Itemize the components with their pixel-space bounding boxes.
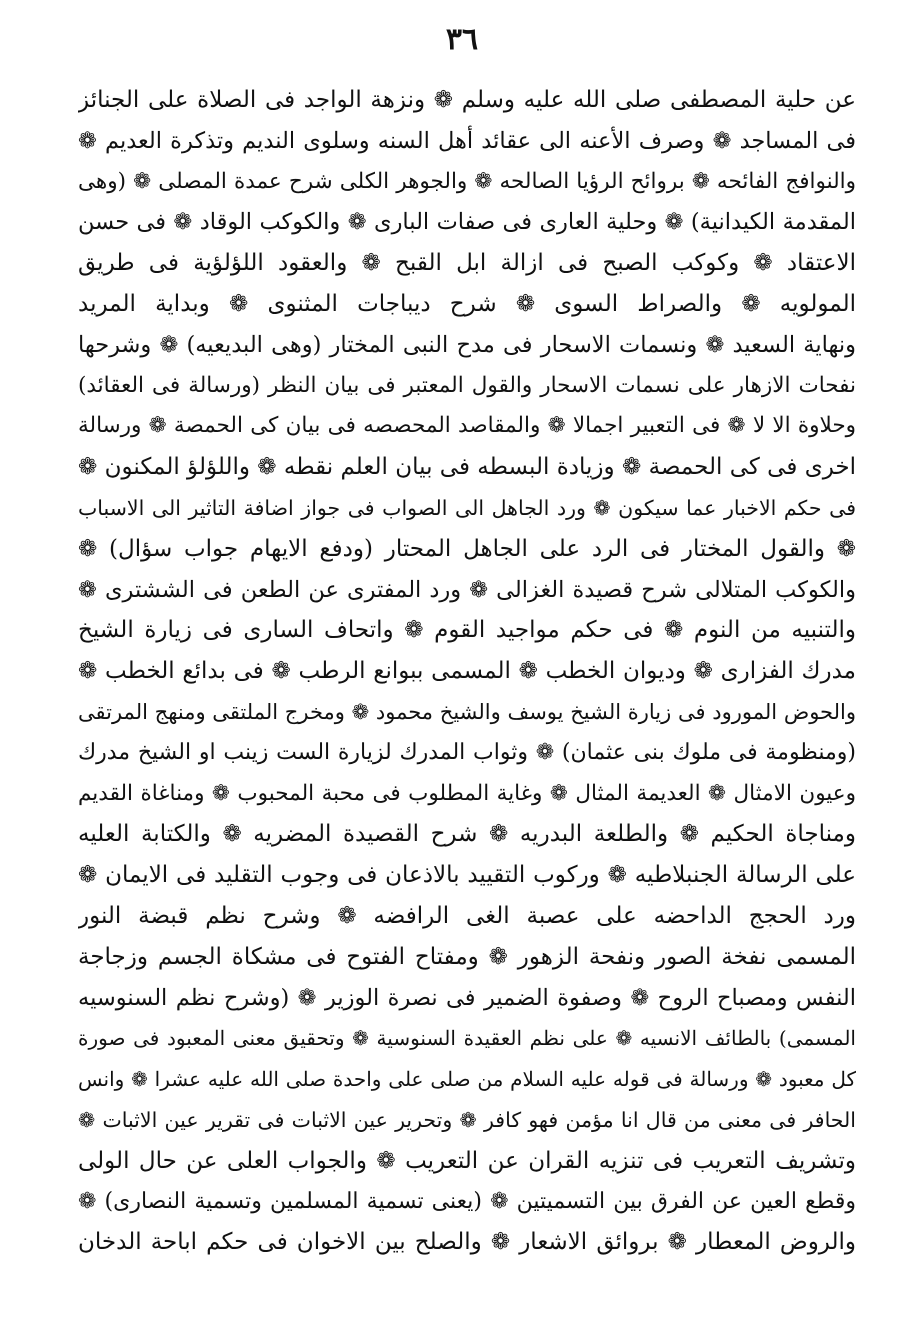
text-line: فى حكم الاخبار عما سيكون ❁ ورد الجاهل الى الصواب فى جواز اضافة التاثير الى الاسباب (78, 495, 856, 520)
text-line: ❁ والقول المختار فى الرد على الجاهل المحتار (ودفع الايهام جواب سؤال) ❁ (78, 535, 856, 562)
text-line: والحوض المورود فى زيارة الشيخ يوسف والشيخ محمود ❁ ومخرج الملتقى ومنهج المرتقى (78, 699, 856, 724)
text-line: الاعتقاد ❁ وكوكب الصبح فى ازالة ابل القبح ❁ والعقود اللؤلؤية فى طريق (78, 250, 856, 277)
text-line: (ومنظومة فى ملوك بنى عثمان) ❁ وثواب المدرك لزيارة الست زينب او الشيخ مدرك (78, 739, 856, 765)
text-line: عن حلية المصطفى صلى الله عليه وسلم ❁ ونزهة الواجد فى الصلاة على الجنائز (78, 87, 856, 113)
text-line: مدرك الفزارى ❁ وديوان الخطب ❁ المسمى ببوانع الرطب ❁ فى بدائع الخطب ❁ (78, 658, 856, 685)
text-line: الحافر فى معنى من قال انا مؤمن فهو كافر ❁ وتحرير عين الاثبات فى تقرير عين الاثبات ❁ (78, 1107, 856, 1132)
text-line: ورد الحجج الداحضه على عصبة الغى الرافضه ❁ وشرح نظم قبضة النور (78, 902, 856, 929)
text-line: المسمى) بالطائف الانسيه ❁ على نظم العقيدة السنوسية ❁ وتحقيق معنى المعبود فى صورة (78, 1026, 856, 1051)
text-line: وحلاوة الا لا ❁ فى التعبير اجمالا ❁ والمقاصد المحصصه فى بيان كى الحمصة ❁ ورسالة (78, 413, 856, 439)
text-line: والكوكب المتلالى شرح قصيدة الغزالى ❁ ورد المفترى عن الطعن فى الششترى ❁ (78, 576, 856, 603)
text-line: ونهاية السعيد ❁ ونسمات الاسحار فى مدح النبى المختار (وهى البديعيه) ❁ وشرحها (78, 331, 856, 358)
text-line: وقطع العين عن الفرق بين التسميتين ❁ (يعنى تسمية المسلمين وتسمية النصارى) ❁ (78, 1188, 856, 1214)
text-line: وعيون الامثال ❁ العديمة المثال ❁ وغاية المطلوب فى محبة المحبوب ❁ ومناغاة القديم (78, 780, 856, 806)
text-line: وتشريف التعريب فى تنزيه القران عن التعريب ❁ والجواب العلى عن حال الولى (78, 1147, 856, 1174)
text-line: على الرسالة الجنبلاطيه ❁ وركوب التقييد بالاذعان فى وجوب التقليد فى الايمان ❁ (78, 862, 856, 889)
text-line: والتنبيه من النوم ❁ فى حكم مواجيد القوم ❁ واتحاف السارى فى زيارة الشيخ (78, 617, 856, 644)
text-line: المسمى نفخة الصور ونفحة الزهور ❁ ومفتاح الفتوح فى مشكاة الجسم وزجاجة (78, 943, 856, 970)
text-line: ومناجاة الحكيم ❁ والطلعة البدريه ❁ شرح القصيدة المضريه ❁ والكتابة العليه (78, 821, 856, 848)
text-line: المقدمة الكيدانية) ❁ وحلية العارى فى صفات البارى ❁ والكوكب الوقاد ❁ فى حسن (78, 209, 856, 236)
text-line: والنوافج الفائحه ❁ بروائح الرؤيا الصالحه ❁ والجوهر الكلى شرح عمدة المصلى ❁ (وهى (78, 168, 856, 194)
text-line: النفس ومصباح الروح ❁ وصفوة الضمير فى نصرة الوزير ❁ (وشرح نظم السنوسيه (78, 984, 856, 1011)
text-line: والروض المعطار ❁ بروائق الاشعار ❁ والصلح بين الاخوان فى حكم اباحة الدخان (78, 1229, 856, 1256)
text-line: كل معبود ❁ ورسالة فى قوله عليه السلام من صلى على واحدة صلى الله عليه عشرا ❁ وانس (78, 1067, 856, 1092)
text-line: نفحات الازهار على نسمات الاسحار والقول المعتبر فى بيان النظر (ورسالة فى العقائد) (78, 372, 856, 398)
text-line: المولويه ❁ والصراط السوى ❁ شرح ديباجات المثنوى ❁ وبداية المريد (78, 290, 856, 317)
page-number: ٣٦ (445, 22, 479, 57)
text-line: اخرى فى كى الحمصة ❁ وزيادة البسطه فى بيان العلم نقطه ❁ واللؤلؤ المكنون ❁ (78, 454, 856, 481)
body-text (78, 80, 856, 1263)
text-line: فى المساجد ❁ وصرف الأعنه الى عقائد أهل السنه وسلوى النديم وتذكرة العديم ❁ (78, 127, 856, 154)
